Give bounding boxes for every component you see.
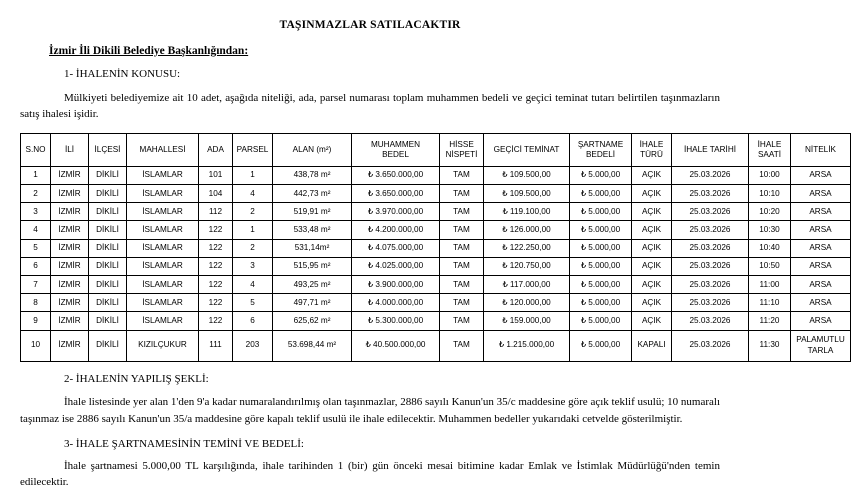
cell-sartname-bedeli: ₺ 5.000,00 <box>570 312 632 330</box>
cell-ilce: DİKİLİ <box>89 276 127 294</box>
cell-ihale-turu: AÇIK <box>632 239 672 257</box>
cell-sno: 1 <box>21 166 51 184</box>
cell-ada: 122 <box>199 239 233 257</box>
cell-muhammen-bedel: ₺ 4.025.000,00 <box>352 257 440 275</box>
col-header-hisse-nispeti <box>440 133 484 166</box>
cell-gecici-teminat: ₺ 120.750,00 <box>484 257 570 275</box>
cell-parsel: 1 <box>233 221 273 239</box>
cell-sartname-bedeli: ₺ 5.000,00 <box>570 294 632 312</box>
cell-mahalle: KIZILÇUKUR <box>127 330 199 361</box>
cell-il: İZMİR <box>51 203 89 221</box>
section-3-body: İhale şartnamesi 5.000,00 TL karşılığında, ihale tarihinden 1 (bir) gün önceki mesai bitimine kadar Emlak ve İstimlak Müdürlüğü'nden temin edilecektir. <box>20 459 720 489</box>
table-row <box>21 257 851 275</box>
cell-mahalle: İSLAMLAR <box>127 312 199 330</box>
col-header-ada: ADA <box>199 133 233 166</box>
cell-muhammen-bedel: ₺ 4.200.000,00 <box>352 221 440 239</box>
cell-ihale-tarihi: 25.03.2026 <box>672 166 749 184</box>
cell-mahalle: İSLAMLAR <box>127 203 199 221</box>
cell-ada: 122 <box>199 276 233 294</box>
cell-gecici-teminat: ₺ 122.250,00 <box>484 239 570 257</box>
cell-mahalle: İSLAMLAR <box>127 294 199 312</box>
cell-parsel: 4 <box>233 276 273 294</box>
page-title: TAŞINMAZLAR SATILACAKTIR <box>279 19 461 31</box>
table-header-row <box>21 133 851 166</box>
cell-gecici-teminat: ₺ 109.500,00 <box>484 185 570 203</box>
cell-mahalle: İSLAMLAR <box>127 257 199 275</box>
cell-hisse: TAM <box>440 294 484 312</box>
cell-muhammen-bedel: ₺ 3.900.000,00 <box>352 276 440 294</box>
cell-muhammen-bedel: ₺ 4.075.000,00 <box>352 239 440 257</box>
properties-table <box>20 133 851 362</box>
table-row <box>21 239 851 257</box>
cell-alan: 531,14m² <box>273 239 352 257</box>
cell-il: İZMİR <box>51 257 89 275</box>
cell-gecici-teminat: ₺ 126.000,00 <box>484 221 570 239</box>
col-header-ihale-saati <box>749 133 791 166</box>
cell-sartname-bedeli: ₺ 5.000,00 <box>570 276 632 294</box>
cell-ihale-turu: AÇIK <box>632 203 672 221</box>
cell-ihale-turu: AÇIK <box>632 166 672 184</box>
cell-ilce: DİKİLİ <box>89 221 127 239</box>
cell-ihale-saati: 11:20 <box>749 312 791 330</box>
cell-ada: 111 <box>199 330 233 361</box>
col-header-sartname-bedeli <box>570 133 632 166</box>
cell-alan: 515,95 m² <box>273 257 352 275</box>
cell-ihale-tarihi: 25.03.2026 <box>672 294 749 312</box>
cell-muhammen-bedel: ₺ 4.000.000,00 <box>352 294 440 312</box>
cell-parsel: 5 <box>233 294 273 312</box>
cell-muhammen-bedel: ₺ 5.300.000,00 <box>352 312 440 330</box>
table-row <box>21 312 851 330</box>
cell-nitelik: ARSA <box>791 203 851 221</box>
col-header-nitelik: NİTELİK <box>791 133 851 166</box>
cell-sno: 9 <box>21 312 51 330</box>
cell-mahalle: İSLAMLAR <box>127 221 199 239</box>
col-header-alan: ALAN (m²) <box>273 133 352 166</box>
cell-muhammen-bedel: ₺ 3.650.000,00 <box>352 166 440 184</box>
cell-sno: 4 <box>21 221 51 239</box>
cell-nitelik: ARSA <box>791 239 851 257</box>
cell-il: İZMİR <box>51 276 89 294</box>
col-header-hisse-line2: NİSPETİ <box>445 149 478 159</box>
cell-parsel: 3 <box>233 257 273 275</box>
cell-ihale-turu: AÇIK <box>632 185 672 203</box>
cell-hisse: TAM <box>440 221 484 239</box>
cell-gecici-teminat: ₺ 119.100,00 <box>484 203 570 221</box>
table-row <box>21 221 851 239</box>
cell-nitelik: ARSA <box>791 185 851 203</box>
col-header-muhammen-bedel-line1: MUHAMMEN <box>370 139 421 149</box>
cell-ihale-tarihi: 25.03.2026 <box>672 330 749 361</box>
cell-parsel: 6 <box>233 312 273 330</box>
col-header-muhammen-bedel-line2: BEDEL <box>382 149 409 159</box>
cell-il: İZMİR <box>51 221 89 239</box>
cell-ihale-turu: AÇIK <box>632 221 672 239</box>
cell-ihale-saati: 11:30 <box>749 330 791 361</box>
cell-muhammen-bedel: ₺ 40.500.000,00 <box>352 330 440 361</box>
cell-alan: 493,25 m² <box>273 276 352 294</box>
cell-parsel: 2 <box>233 239 273 257</box>
cell-ihale-turu: AÇIK <box>632 294 672 312</box>
cell-nitelik: ARSA <box>791 294 851 312</box>
col-header-ihale-tarihi: İHALE TARİHİ <box>672 133 749 166</box>
cell-gecici-teminat: ₺ 1.215.000,00 <box>484 330 570 361</box>
cell-alan: 438,78 m² <box>273 166 352 184</box>
cell-nitelik: ARSA <box>791 221 851 239</box>
table-row <box>21 330 851 361</box>
cell-ihale-tarihi: 25.03.2026 <box>672 185 749 203</box>
cell-mahalle: İSLAMLAR <box>127 166 199 184</box>
cell-il: İZMİR <box>51 185 89 203</box>
cell-ilce: DİKİLİ <box>89 330 127 361</box>
col-header-muhammen-bedel <box>352 133 440 166</box>
cell-alan: 442,73 m² <box>273 185 352 203</box>
cell-sno: 7 <box>21 276 51 294</box>
cell-ilce: DİKİLİ <box>89 185 127 203</box>
cell-sno: 2 <box>21 185 51 203</box>
listing-table-container <box>20 123 845 362</box>
cell-sartname-bedeli: ₺ 5.000,00 <box>570 221 632 239</box>
cell-parsel: 203 <box>233 330 273 361</box>
cell-mahalle: İSLAMLAR <box>127 185 199 203</box>
cell-hisse: TAM <box>440 257 484 275</box>
cell-ihale-saati: 10:40 <box>749 239 791 257</box>
cell-nitelik: PALAMUTLU TARLA <box>791 330 851 361</box>
section-1-heading: 1- İHALENİN KONUSU: <box>64 68 181 81</box>
cell-ada: 101 <box>199 166 233 184</box>
table-row <box>21 294 851 312</box>
cell-nitelik: ARSA <box>791 166 851 184</box>
cell-nitelik: ARSA <box>791 312 851 330</box>
cell-gecici-teminat: ₺ 117.000,00 <box>484 276 570 294</box>
cell-parsel: 4 <box>233 185 273 203</box>
section-2-heading: 2- İHALENİN YAPILIŞ ŞEKLİ: <box>64 372 209 385</box>
cell-gecici-teminat: ₺ 159.000,00 <box>484 312 570 330</box>
cell-ihale-turu: AÇIK <box>632 276 672 294</box>
cell-sartname-bedeli: ₺ 5.000,00 <box>570 166 632 184</box>
cell-ihale-turu: AÇIK <box>632 257 672 275</box>
cell-hisse: TAM <box>440 330 484 361</box>
table-row <box>21 276 851 294</box>
cell-ihale-tarihi: 25.03.2026 <box>672 203 749 221</box>
col-header-sartname-line1: ŞARTNAME <box>577 139 624 149</box>
cell-sno: 6 <box>21 257 51 275</box>
properties-table-body <box>21 166 851 361</box>
col-header-sno: S.NO <box>21 133 51 166</box>
cell-mahalle: İSLAMLAR <box>127 276 199 294</box>
cell-ilce: DİKİLİ <box>89 257 127 275</box>
cell-sartname-bedeli: ₺ 5.000,00 <box>570 330 632 361</box>
cell-ihale-saati: 11:00 <box>749 276 791 294</box>
col-header-il: İLİ <box>51 133 89 166</box>
cell-ihale-turu: AÇIK <box>632 312 672 330</box>
cell-hisse: TAM <box>440 185 484 203</box>
cell-ilce: DİKİLİ <box>89 294 127 312</box>
document-subtitle: İzmir İli Dikili Belediye Başkanlığından: <box>49 44 249 57</box>
cell-muhammen-bedel: ₺ 3.650.000,00 <box>352 185 440 203</box>
cell-gecici-teminat: ₺ 109.500,00 <box>484 166 570 184</box>
cell-ilce: DİKİLİ <box>89 312 127 330</box>
cell-ada: 122 <box>199 257 233 275</box>
col-header-turu-line1: İHALE <box>639 139 664 149</box>
cell-ilce: DİKİLİ <box>89 203 127 221</box>
cell-ihale-saati: 10:10 <box>749 185 791 203</box>
cell-nitelik: ARSA <box>791 257 851 275</box>
col-header-parsel: PARSEL <box>233 133 273 166</box>
cell-ilce: DİKİLİ <box>89 239 127 257</box>
cell-sno: 10 <box>21 330 51 361</box>
cell-hisse: TAM <box>440 276 484 294</box>
cell-mahalle: İSLAMLAR <box>127 239 199 257</box>
cell-ihale-saati: 10:00 <box>749 166 791 184</box>
cell-sno: 5 <box>21 239 51 257</box>
cell-sno: 8 <box>21 294 51 312</box>
cell-il: İZMİR <box>51 166 89 184</box>
cell-sartname-bedeli: ₺ 5.000,00 <box>570 185 632 203</box>
section-3-heading: 3- İHALE ŞARTNAMESİNİN TEMİNİ VE BEDELİ: <box>64 438 304 451</box>
cell-sno: 3 <box>21 203 51 221</box>
table-row <box>21 166 851 184</box>
col-header-mahalle: MAHALLESİ <box>127 133 199 166</box>
col-header-turu-line2: TÜRÜ <box>640 149 663 159</box>
cell-ihale-tarihi: 25.03.2026 <box>672 312 749 330</box>
cell-ihale-saati: 10:30 <box>749 221 791 239</box>
cell-sartname-bedeli: ₺ 5.000,00 <box>570 203 632 221</box>
cell-parsel: 1 <box>233 166 273 184</box>
cell-ada: 122 <box>199 294 233 312</box>
col-header-hisse-line1: HİSSE <box>449 139 474 149</box>
cell-ihale-saati: 10:20 <box>749 203 791 221</box>
col-header-ilce: İLÇESİ <box>89 133 127 166</box>
cell-il: İZMİR <box>51 294 89 312</box>
cell-il: İZMİR <box>51 330 89 361</box>
cell-alan: 53.698,44 m² <box>273 330 352 361</box>
cell-ihale-turu: KAPALI <box>632 330 672 361</box>
cell-ihale-tarihi: 25.03.2026 <box>672 239 749 257</box>
cell-ada: 112 <box>199 203 233 221</box>
cell-parsel: 2 <box>233 203 273 221</box>
cell-ihale-tarihi: 25.03.2026 <box>672 221 749 239</box>
cell-ihale-saati: 10:50 <box>749 257 791 275</box>
table-row <box>21 203 851 221</box>
col-header-saati-line1: İHALE <box>757 139 782 149</box>
col-header-gecici-teminat: GEÇİCİ TEMİNAT <box>484 133 570 166</box>
cell-alan: 519,91 m² <box>273 203 352 221</box>
cell-hisse: TAM <box>440 239 484 257</box>
cell-ihale-tarihi: 25.03.2026 <box>672 276 749 294</box>
cell-hisse: TAM <box>440 166 484 184</box>
cell-il: İZMİR <box>51 312 89 330</box>
cell-hisse: TAM <box>440 203 484 221</box>
cell-nitelik: ARSA <box>791 276 851 294</box>
cell-il: İZMİR <box>51 239 89 257</box>
cell-ada: 104 <box>199 185 233 203</box>
cell-gecici-teminat: ₺ 120.000,00 <box>484 294 570 312</box>
col-header-sartname-line2: BEDELİ <box>585 149 616 159</box>
cell-sartname-bedeli: ₺ 5.000,00 <box>570 257 632 275</box>
cell-muhammen-bedel: ₺ 3.970.000,00 <box>352 203 440 221</box>
col-header-ihale-turu <box>632 133 672 166</box>
cell-ihale-tarihi: 25.03.2026 <box>672 257 749 275</box>
cell-ilce: DİKİLİ <box>89 166 127 184</box>
cell-ada: 122 <box>199 312 233 330</box>
section-1-body: Mülkiyeti belediyemize ait 10 adet, aşağıda niteliği, ada, parsel numarası toplam muhammen bedeli ve geçici teminat tutarı belirtilen taşınmazların satış ihalesi işidir. <box>20 91 720 121</box>
cell-ada: 122 <box>199 221 233 239</box>
table-row <box>21 185 851 203</box>
cell-alan: 533,48 m² <box>273 221 352 239</box>
cell-sartname-bedeli: ₺ 5.000,00 <box>570 239 632 257</box>
cell-ihale-saati: 11:10 <box>749 294 791 312</box>
cell-alan: 497,71 m² <box>273 294 352 312</box>
section-2-body: İhale listesinde yer alan 1'den 9'a kadar numaralandırılmış olan taşınmazlar, 2886 sayılı Kanun'un 35/c maddesine göre açık teklif usulü; 10 numaralı taşınmaz ise 2886 sayılı Kanun'un 35/a maddesine göre kapalı teklif usulü ile ihale edilecektir. Muhammen bedeller yukarıdaki cetvelde gösterilmiştir. <box>20 396 720 425</box>
col-header-saati-line2: SAATİ <box>757 149 782 159</box>
cell-hisse: TAM <box>440 312 484 330</box>
cell-alan: 625,62 m² <box>273 312 352 330</box>
